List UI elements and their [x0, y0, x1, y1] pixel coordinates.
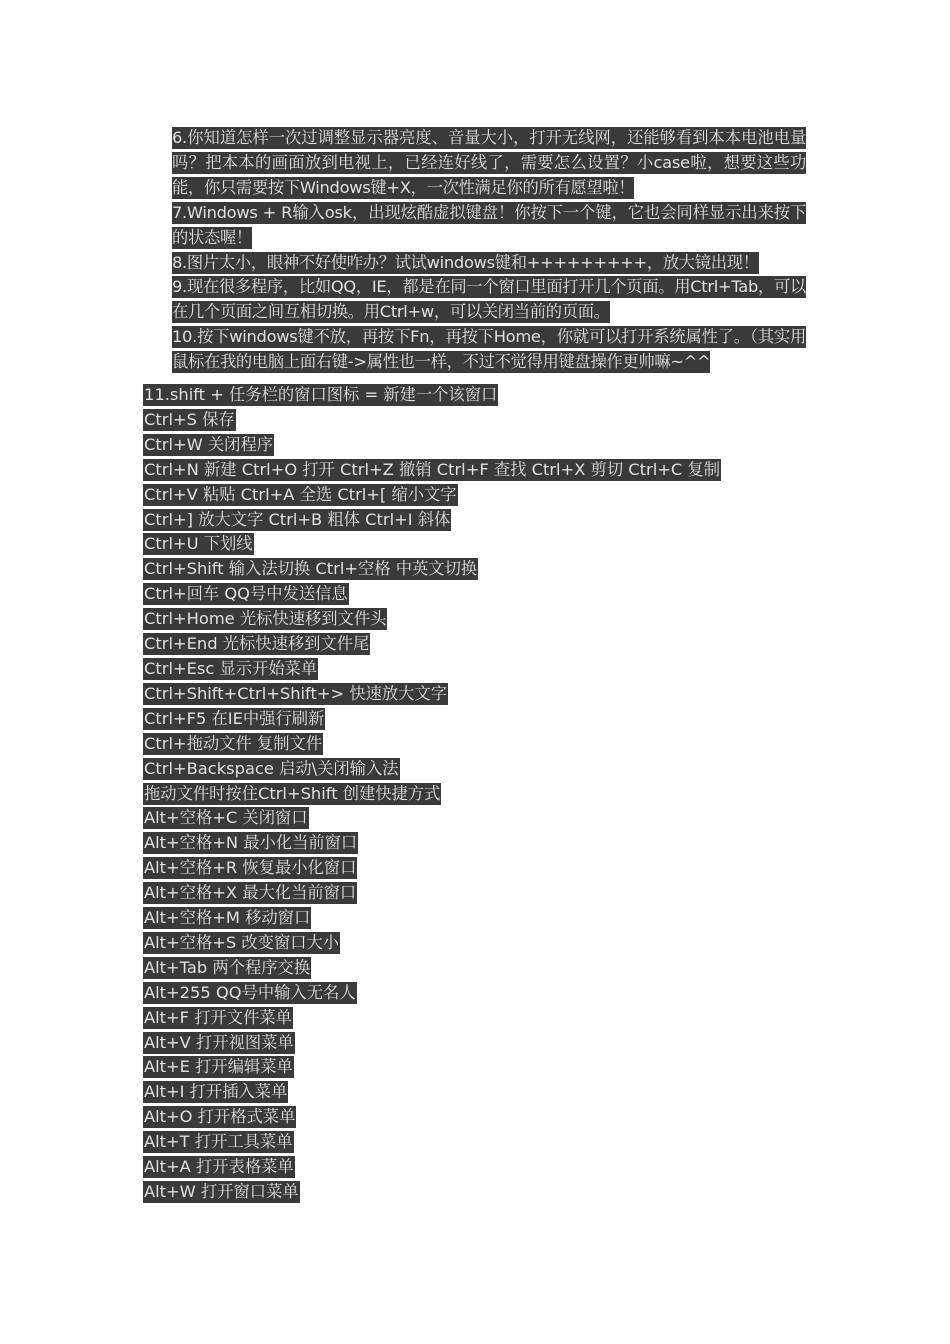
shortcut-text: Ctrl+Esc 显示开始菜单	[144, 658, 318, 678]
shortcut-line	[143, 1031, 843, 1056]
shortcut-text: Alt+F 打开文件菜单	[144, 1007, 292, 1027]
tip-paragraph	[172, 126, 806, 201]
shortcut-line	[143, 931, 843, 956]
shortcut-line	[143, 732, 843, 757]
shortcut-text: Alt+V 打开视图菜单	[144, 1032, 294, 1052]
shortcut-text: 拖动文件时按住Ctrl+Shift 创建快捷方式	[144, 783, 441, 803]
shortcut-line	[143, 632, 843, 657]
shortcut-line	[143, 458, 843, 483]
shortcut-text: Ctrl+End 光标快速移到文件尾	[144, 634, 370, 654]
shortcut-line	[143, 1180, 843, 1205]
shortcut-line	[143, 1155, 843, 1180]
shortcut-text: Ctrl+S 保存	[144, 409, 235, 429]
shortcut-text: Ctrl+Home 光标快速移到文件头	[144, 609, 387, 629]
shortcut-line	[143, 956, 843, 981]
shortcut-text: Alt+T 打开工具菜单	[144, 1132, 293, 1152]
shortcut-text: Ctrl+Shift+Ctrl+Shift+> 快速放大文字	[144, 683, 448, 703]
shortcut-line	[143, 483, 843, 508]
shortcut-line	[143, 981, 843, 1006]
shortcut-text: Alt+空格+C 关闭窗口	[144, 808, 308, 828]
shortcut-line	[143, 557, 843, 582]
shortcut-text: Ctrl+回车 QQ号中发送信息	[144, 584, 348, 604]
shortcut-text: Ctrl+Shift 输入法切换 Ctrl+空格 中英文切换	[144, 559, 478, 579]
shortcut-text: Alt+空格+M 移动窗口	[144, 908, 311, 928]
shortcut-list	[143, 383, 843, 1205]
tip-text: 9.现在很多程序，比如QQ，IE，都是在同一个窗口里面打开几个页面。用Ctrl+Tab，可以在几个页面之间互相切换。用Ctrl+w，可以关闭当前的页面。	[172, 277, 806, 322]
shortcut-text: Ctrl+U 下划线	[144, 534, 253, 554]
shortcut-text: Alt+O 打开格式菜单	[144, 1107, 296, 1127]
shortcut-line	[143, 508, 843, 533]
shortcut-text: Alt+空格+N 最小化当前窗口	[144, 833, 358, 853]
shortcut-line	[143, 1130, 843, 1155]
shortcut-line	[143, 1006, 843, 1031]
shortcut-line	[143, 906, 843, 931]
shortcut-line	[143, 782, 843, 807]
tip-paragraph	[172, 275, 806, 325]
shortcut-text: Alt+Tab 两个程序交换	[144, 957, 311, 977]
tips-section	[172, 126, 806, 375]
shortcut-line	[143, 607, 843, 632]
tip-paragraph	[172, 251, 806, 276]
shortcut-line	[143, 881, 843, 906]
shortcut-line	[143, 532, 843, 557]
shortcut-text: Alt+255 QQ号中输入无名人	[144, 982, 356, 1002]
shortcut-line	[143, 383, 843, 408]
shortcut-text: Ctrl+N 新建 Ctrl+O 打开 Ctrl+Z 撤销 Ctrl+F 查找 Ctrl+X 剪切 Ctrl+C 复制	[144, 459, 721, 479]
shortcut-line	[143, 831, 843, 856]
shortcut-text: Ctrl+] 放大文字 Ctrl+B 粗体 Ctrl+I 斜体	[144, 509, 451, 529]
shortcut-text: Ctrl+拖动文件 复制文件	[144, 733, 323, 753]
shortcut-line	[143, 682, 843, 707]
shortcut-line	[143, 1080, 843, 1105]
shortcut-line	[143, 408, 843, 433]
shortcut-text: Alt+E 打开编辑菜单	[144, 1057, 293, 1077]
shortcut-text: Ctrl+V 粘贴 Ctrl+A 全选 Ctrl+[ 缩小文字	[144, 484, 457, 504]
shortcut-text: Alt+I 打开插入菜单	[144, 1082, 288, 1102]
tip-text: 10.按下windows键不放，再按下Fn，再按下Home，你就可以打开系统属性了。（其实用鼠标在我的电脑上面右键->属性也一样，不过不觉得用键盘操作更帅嘛~^^	[172, 327, 806, 372]
shortcut-line	[143, 433, 843, 458]
shortcut-text: Alt+空格+R 恢复最小化窗口	[144, 858, 357, 878]
shortcut-text: Alt+W 打开窗口菜单	[144, 1182, 299, 1201]
shortcut-text: Ctrl+W 关闭程序	[144, 434, 274, 454]
shortcut-text: 11.shift + 任务栏的窗口图标 = 新建一个该窗口	[144, 385, 498, 404]
tip-paragraph	[172, 201, 806, 251]
shortcut-line	[143, 856, 843, 881]
shortcut-line	[143, 657, 843, 682]
shortcut-text: Alt+A 打开表格菜单	[144, 1157, 294, 1177]
shortcut-line	[143, 707, 843, 732]
shortcut-line	[143, 806, 843, 831]
shortcut-line	[143, 1105, 843, 1130]
shortcut-text: Alt+空格+X 最大化当前窗口	[144, 883, 357, 903]
shortcut-text: Alt+空格+S 改变窗口大小	[144, 932, 340, 952]
tip-text: 7.Windows + R输入osk，出现炫酷虚拟键盘！你按下一个键，它也会同样显示出来按下的状态喔！	[172, 202, 806, 247]
shortcut-text: Ctrl+Backspace 启动\关闭输入法	[144, 758, 399, 778]
tip-text: 8.图片太小，眼神不好使咋办？试试windows键和+++++++++，放大镜出现！	[172, 252, 759, 272]
shortcut-line	[143, 1055, 843, 1080]
shortcut-line	[143, 582, 843, 607]
shortcut-text: Ctrl+F5 在IE中强行刷新	[144, 708, 325, 728]
tip-text: 6.你知道怎样一次过调整显示器亮度、音量大小，打开无线网，还能够看到本本电池电量吗？把本本的画面放到电视上，已经连好线了，需要怎么设置？小case啦，想要这些功能，你只需要按下Windows键+X，一次性满足你的所有愿望啦！	[172, 128, 806, 197]
shortcut-line	[143, 757, 843, 782]
tip-paragraph	[172, 325, 806, 375]
